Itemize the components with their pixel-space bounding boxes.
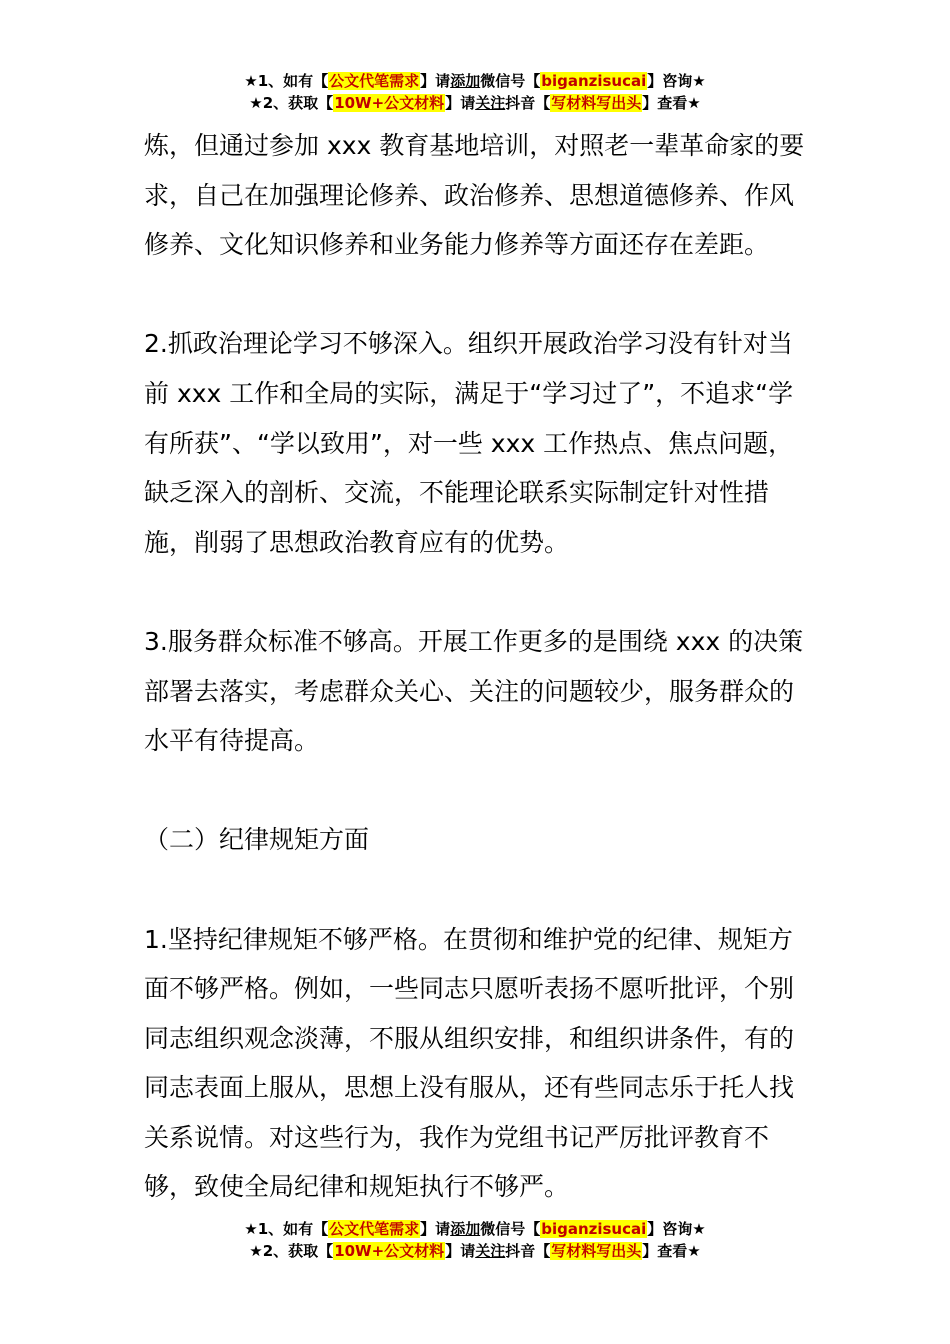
banner-text: 】查看★	[642, 94, 701, 112]
banner-text: ★2、获取【	[249, 94, 334, 112]
highlight-materials: 10W+公文材料	[334, 1242, 445, 1260]
document-body	[144, 121, 809, 1212]
footer-banner	[0, 1218, 950, 1262]
banner-text: 】请	[420, 72, 451, 90]
banner-text: 】请	[420, 1220, 451, 1238]
banner-text: 】咨询★	[647, 72, 706, 90]
banner-text: 】咨询★	[647, 1220, 706, 1238]
highlight-douyin: 写材料写出头	[551, 1242, 642, 1260]
underlined-word: 关注	[475, 1242, 506, 1260]
banner-line-1	[0, 70, 950, 92]
highlight-service: 公文代笔需求	[329, 1220, 420, 1238]
banner-text: 】请	[445, 1242, 476, 1260]
banner-text: 抖音【	[505, 1242, 551, 1260]
underlined-word: 关注	[475, 94, 506, 112]
header-banner	[0, 70, 950, 114]
highlight-wechat-id: biganzisucai	[541, 72, 647, 90]
banner-text: 】查看★	[642, 1242, 701, 1260]
banner-text: 微信号【	[480, 72, 541, 90]
banner-line-2	[0, 1240, 950, 1262]
banner-text: 抖音【	[505, 94, 551, 112]
banner-text: 微信号【	[480, 1220, 541, 1238]
highlight-service: 公文代笔需求	[329, 72, 420, 90]
banner-text: 】请	[445, 94, 476, 112]
banner-text: ★2、获取【	[249, 1242, 334, 1260]
paragraph: 炼，但通过参加 xxx 教育基地培训，对照老一辈革命家的要求，自己在加强理论修养、政治修养、思想道德修养、作风修养、文化知识修养和业务能力修养等方面还存在差距。	[144, 131, 805, 260]
underlined-word: 添加	[450, 1220, 481, 1238]
paragraph: 2.抓政治理论学习不够深入。组织开展政治学习没有针对当前 xxx 工作和全局的实际，满足于“学习过了”，不追求“学有所获”、“学以致用”，对一些 xxx 工作热点、焦点问题，缺乏深入的剖析、交流，不能理论联系实际制定针对性措施，削弱了思想政治教育应有的优势。	[144, 329, 794, 557]
banner-text: ★1、如有【	[244, 72, 329, 90]
banner-text: ★1、如有【	[244, 1220, 329, 1238]
banner-line-1	[0, 1218, 950, 1240]
banner-line-2	[0, 92, 950, 114]
paragraph: 3.服务群众标准不够高。开展工作更多的是围绕 xxx 的决策部署去落实，考虑群众关心、关注的问题较少，服务群众的水平有待提高。	[144, 626, 804, 756]
highlight-wechat-id: biganzisucai	[541, 1220, 647, 1238]
highlight-materials: 10W+公文材料	[334, 94, 445, 112]
section-heading: （二）纪律规矩方面	[144, 825, 370, 855]
paragraph: 1.坚持纪律规矩不够严格。在贯彻和维护党的纪律、规矩方面不够严格。例如，一些同志只愿听表扬不愿听批评，个别同志组织观念淡薄，不服从组织安排，和组织讲条件，有的同志表面上服从，思想上没有服从，还有些同志乐于托人找关系说情。对这些行为，我作为党组书记严厉批评教育不够，致使全局纪律和规矩执行不够严。	[144, 924, 795, 1202]
highlight-douyin: 写材料写出头	[551, 94, 642, 112]
underlined-word: 添加	[450, 72, 481, 90]
